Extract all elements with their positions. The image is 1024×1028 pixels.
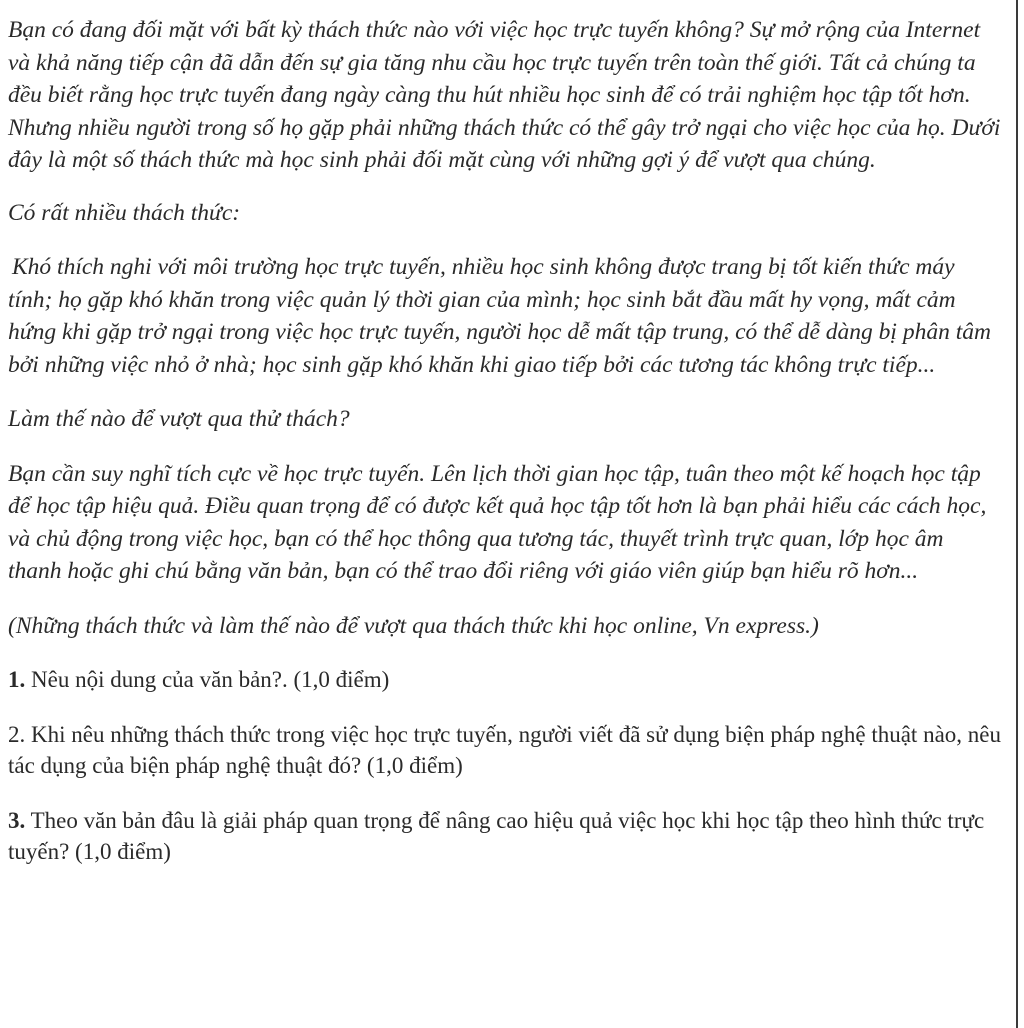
- right-border-line: [1016, 0, 1018, 1028]
- question-1-text: Nêu nội dung của văn bản?. (1,0 điểm): [25, 667, 390, 692]
- source-citation: (Những thách thức và làm thế nào để vượt qua thách thức khi học online, Vn express.): [8, 612, 819, 639]
- question-1: [8, 664, 1002, 695]
- question-3-number: 3.: [8, 808, 26, 833]
- question-2-number: 2.: [8, 722, 26, 747]
- question-3-text: Theo văn bản đâu là giải pháp quan trọng để nâng cao hiệu quả việc học khi học tập theo hình thức trực tuyến? (1,0 điểm): [8, 808, 985, 864]
- question-2: [8, 719, 1002, 781]
- question-3: [8, 805, 1002, 867]
- challenges-paragraph: Khó thích nghi với môi trường học trực tuyến, nhiều học sinh không được trang bị tốt kiến thức máy tính; họ gặp khó khăn trong việc quản lý thời gian của mình; học sinh bắt đầu mất hy vọng, mất cảm hứng khi gặp trở ngại trong việc học trực tuyến, người học dễ mất tập trung, có thể dễ dàng bị phân tâm bởi những việc nhỏ ở nhà; học sinh gặp khó khăn khi giao tiếp bởi các tương tác không trực tiếp...: [8, 254, 991, 378]
- challenges-heading: Có rất nhiều thách thức:: [8, 199, 241, 226]
- question-1-number: 1.: [8, 667, 26, 692]
- intro-paragraph: Bạn có đang đối mặt với bất kỳ thách thức nào với việc học trực tuyến không? Sự mở rộng của Internet và khả năng tiếp cận đã dẫn đến sự gia tăng nhu cầu học trực tuyến trên toàn thế giới. Tất cả chúng ta đều biết rằng học trực tuyến đang ngày càng thu hút nhiều học sinh để có trải nghiệm học tập tốt hơn. Nhưng nhiều người trong số họ gặp phải những thách thức có thể gây trở ngại cho việc học của họ. Dưới đây là một số thách thức mà học sinh phải đối mặt cùng với những gợi ý để vượt qua chúng.: [8, 17, 1001, 173]
- question-2-text: Khi nêu những thách thức trong việc học trực tuyến, người viết đã sử dụng biện pháp nghệ thuật nào, nêu tác dụng của biện pháp nghệ thuật đó? (1,0 điểm): [8, 722, 1001, 778]
- solution-paragraph: Bạn cần suy nghĩ tích cực về học trực tuyến. Lên lịch thời gian học tập, tuân theo một kế hoạch học tập để học tập hiệu quả. Điều quan trọng để có được kết quả học tập tốt hơn là bạn phải hiểu các cách học, và chủ động trong việc học, bạn có thể học thông qua tương tác, thuyết trình trực quan, lớp học âm thanh hoặc ghi chú bằng văn bản, bạn có thể trao đổi riêng với giáo viên giúp bạn hiểu rõ hơn...: [8, 460, 987, 584]
- solution-heading: Làm thế nào để vượt qua thử thách?: [8, 406, 350, 432]
